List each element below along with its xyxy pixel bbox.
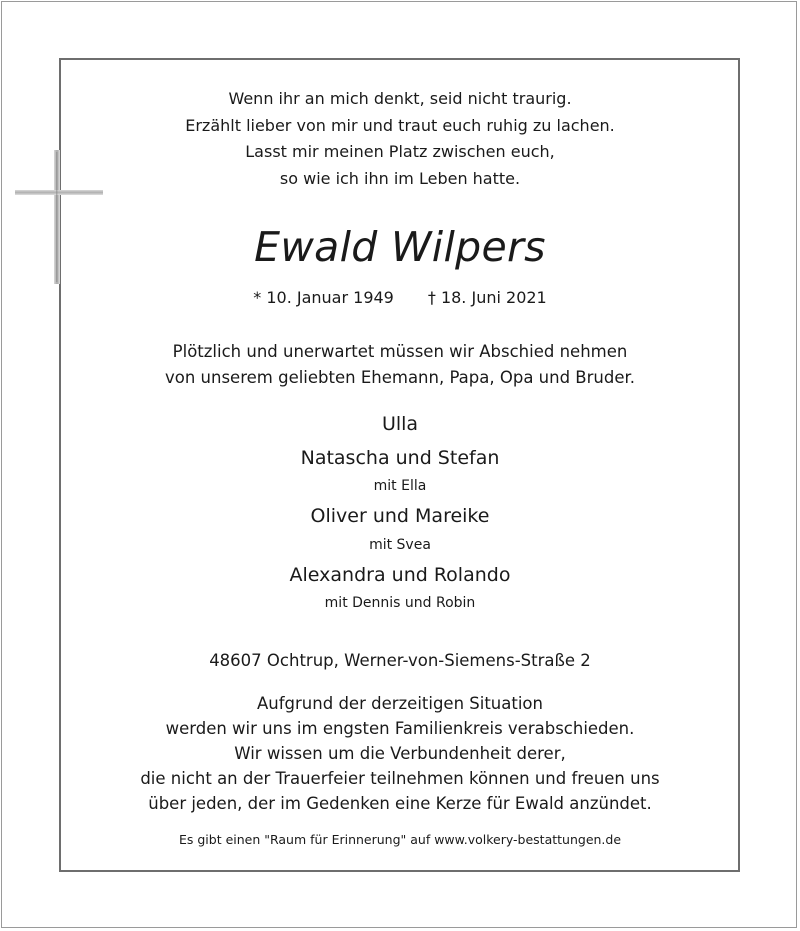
- poem: [0, 86, 800, 192]
- intro-line: Plötzlich und unerwartet müssen wir Abschied nehmen: [172, 342, 628, 361]
- family-member: Alexandra und Rolando: [289, 564, 511, 586]
- closing-line: Wir wissen um die Verbundenheit derer,: [234, 744, 566, 763]
- intro-text: [0, 339, 800, 391]
- poem-line: Lasst mir meinen Platz zwischen euch,: [245, 142, 555, 161]
- life-dates: [0, 288, 800, 307]
- family-children: mit Dennis und Robin: [324, 595, 476, 611]
- birth-date: * 10. Januar 1949: [253, 288, 394, 307]
- poem-line: so wie ich ihn im Leben hatte.: [279, 168, 521, 188]
- closing-line: die nicht an der Trauerfeier teilnehmen können und freuen uns: [140, 769, 660, 788]
- family-member: Oliver und Mareike: [310, 505, 490, 527]
- death-date: † 18. Juni 2021: [427, 288, 547, 307]
- closing-line: werden wir uns im engsten Familienkreis verabschieden.: [165, 719, 635, 738]
- family-member: Ulla: [381, 413, 419, 435]
- address: 48607 Ochtrup, Werner-von-Siemens-Straße 2: [209, 651, 591, 670]
- family-children: mit Svea: [369, 537, 431, 553]
- family-children: mit Ella: [373, 478, 427, 494]
- deceased-name: Ewald Wilpers: [254, 223, 546, 271]
- closing-line: über jeden, der im Gedenken eine Kerze für Ewald anzündet.: [148, 794, 652, 813]
- web-note: Es gibt einen "Raum für Erinnerung" auf www.volkery-bestattungen.de: [178, 832, 622, 847]
- family-member: Natascha und Stefan: [300, 447, 500, 469]
- intro-line: von unserem geliebten Ehemann, Papa, Opa und Bruder.: [164, 368, 636, 387]
- closing-line: Aufgrund der derzeitigen Situation: [257, 694, 543, 713]
- poem-line: Erzählt lieber von mir und traut euch ruhig zu lachen.: [185, 115, 615, 135]
- closing-text: [0, 691, 800, 816]
- poem-line: Wenn ihr an mich denkt, seid nicht traurig.: [228, 89, 572, 108]
